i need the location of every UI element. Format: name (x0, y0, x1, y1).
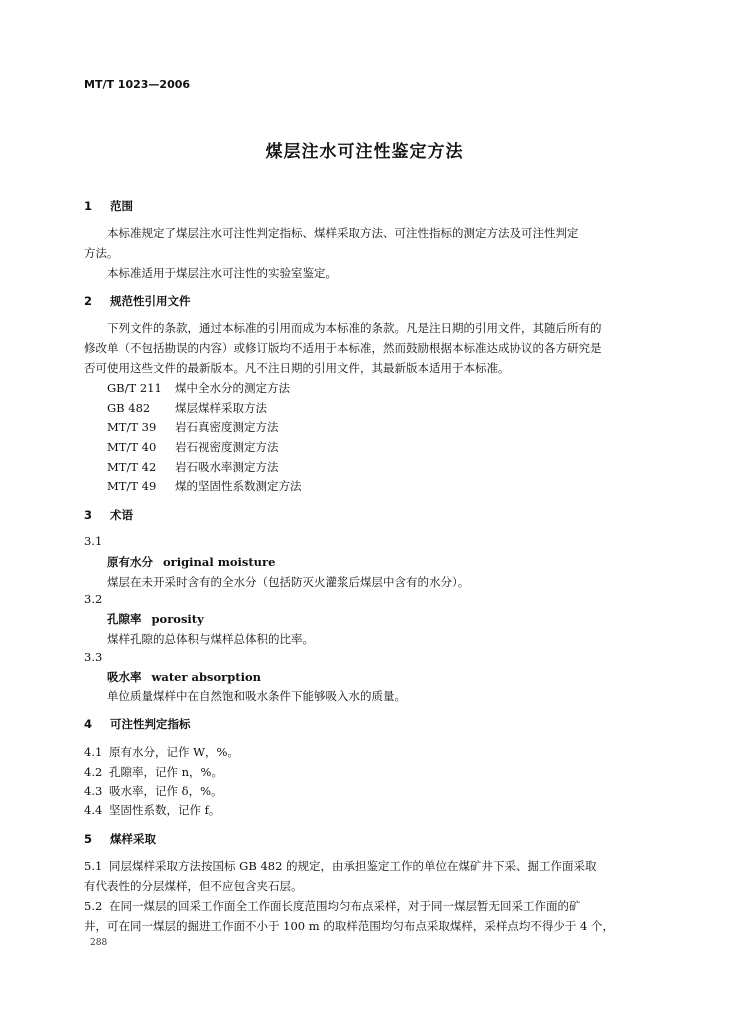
section-5-number: 5 (84, 832, 93, 846)
reference-code: MT/T 40 (107, 440, 157, 454)
section-1-title: 范围 (110, 199, 134, 213)
indicator-text: 原有水分，记作 W，%。 (109, 745, 239, 759)
section-4-title: 可注性判定指标 (110, 717, 191, 731)
term-number: 3.2 (84, 592, 103, 606)
term-en: porosity (151, 612, 204, 626)
term-en: water absorption (151, 670, 261, 684)
section-3-heading (84, 507, 133, 523)
indicator-text: 吸水率，记作 δ，%。 (109, 784, 223, 798)
term-heading (107, 669, 261, 685)
document-title: 煤层注水可注性鉴定方法 (265, 142, 464, 162)
term-heading (107, 554, 275, 570)
section-2-paragraph-line-1: 下列文件的条款，通过本标准的引用而成为本标准的条款。凡是注日期的引用文件，其随后所有的 (107, 321, 602, 335)
reference-item (107, 478, 302, 494)
indicator-item (84, 783, 223, 799)
reference-item (107, 380, 290, 396)
section-3-title: 术语 (110, 508, 134, 522)
section-2-title: 规范性引用文件 (110, 294, 191, 308)
clause-5-1-line-1 (84, 858, 597, 874)
reference-title: 岩石视密度测定方法 (175, 440, 279, 454)
term-definition: 单位质量煤样中在自然饱和吸水条件下能够吸入水的质量。 (107, 689, 406, 703)
reference-title: 煤中全水分的测定方法 (175, 381, 290, 395)
indicator-item (84, 802, 220, 818)
section-4-heading (84, 716, 191, 732)
reference-title: 岩石真密度测定方法 (175, 420, 279, 434)
reference-title: 岩石吸水率测定方法 (175, 460, 279, 474)
indicator-text: 孔隙率，记作 n，%。 (109, 765, 223, 779)
term-zh: 吸水率 (107, 670, 142, 684)
section-5-title: 煤样采取 (110, 832, 157, 846)
section-2-number: 2 (84, 294, 93, 308)
term-en: original moisture (163, 555, 276, 569)
clause-number: 5.1 (84, 859, 103, 873)
indicator-number: 4.2 (84, 765, 103, 779)
section-4-number: 4 (84, 717, 93, 731)
section-2-paragraph-line-2: 修改单（不包括勘误的内容）或修订版均不适用于本标准，然而鼓励根据本标准达成协议的各方研究是 (84, 341, 602, 355)
indicator-number: 4.4 (84, 803, 103, 817)
indicator-text: 坚固性系数，记作 f。 (109, 803, 221, 817)
reference-title: 煤层煤样采取方法 (175, 401, 267, 415)
indicator-item (84, 744, 239, 760)
section-1-paragraph-2: 本标准适用于煤层注水可注性的实验室鉴定。 (107, 266, 337, 280)
indicator-number: 4.3 (84, 784, 103, 798)
reference-code: GB 482 (107, 401, 151, 415)
term-number: 3.3 (84, 650, 103, 664)
section-1-paragraph-1-line-2: 方法。 (84, 246, 119, 260)
clause-text: 同层煤样采取方法按国标 GB 482 的规定，由承担鉴定工作的单位在煤矿井下采、掘工作面采取 (109, 859, 597, 873)
term-definition: 煤样孔隙的总体积与煤样总体积的比率。 (107, 632, 314, 646)
indicator-item (84, 764, 223, 780)
clause-text: 在同一煤层的回采工作面全工作面长度范围均匀布点采样，对于同一煤层暂无回采工作面的矿 (109, 899, 581, 913)
reference-code: GB/T 211 (107, 381, 162, 395)
section-3-number: 3 (84, 508, 93, 522)
section-5-heading (84, 831, 156, 847)
term-zh: 原有水分 (107, 555, 153, 569)
reference-code: MT/T 42 (107, 460, 157, 474)
term-definition: 煤层在未开采时含有的全水分（包括防灭火灌浆后煤层中含有的水分）。 (107, 575, 470, 589)
reference-title: 煤的坚固性系数测定方法 (175, 479, 302, 493)
clause-5-1-line-2: 有代表性的分层煤样，但不应包含夹石层。 (84, 879, 303, 893)
reference-item (107, 439, 279, 455)
reference-item (107, 419, 279, 435)
reference-item (107, 400, 267, 416)
section-1-paragraph-1-line-1: 本标准规定了煤层注水可注性判定指标、煤样采取方法、可注性指标的测定方法及可注性判定 (107, 226, 579, 240)
standard-code: MT/T 1023—2006 (84, 78, 191, 91)
term-heading (107, 611, 204, 627)
page-number: 288 (90, 938, 108, 948)
clause-5-2-line-2: 井，可在同一煤层的掘进工作面不小于 100 m 的取样范围均匀布点采取煤样，采样点均不得少于 4 个， (84, 919, 614, 933)
reference-item (107, 459, 279, 475)
section-2-paragraph-line-3: 否可使用这些文件的最新版本。凡不注日期的引用文件，其最新版本适用于本标准。 (84, 361, 510, 375)
term-zh: 孔隙率 (107, 612, 142, 626)
section-1-number: 1 (84, 199, 93, 213)
section-1-heading (84, 198, 133, 214)
term-number: 3.1 (84, 534, 103, 548)
clause-number: 5.2 (84, 899, 103, 913)
reference-code: MT/T 49 (107, 479, 157, 493)
reference-code: MT/T 39 (107, 420, 157, 434)
indicator-number: 4.1 (84, 745, 103, 759)
clause-5-2-line-1 (84, 898, 581, 914)
section-2-heading (84, 293, 191, 309)
